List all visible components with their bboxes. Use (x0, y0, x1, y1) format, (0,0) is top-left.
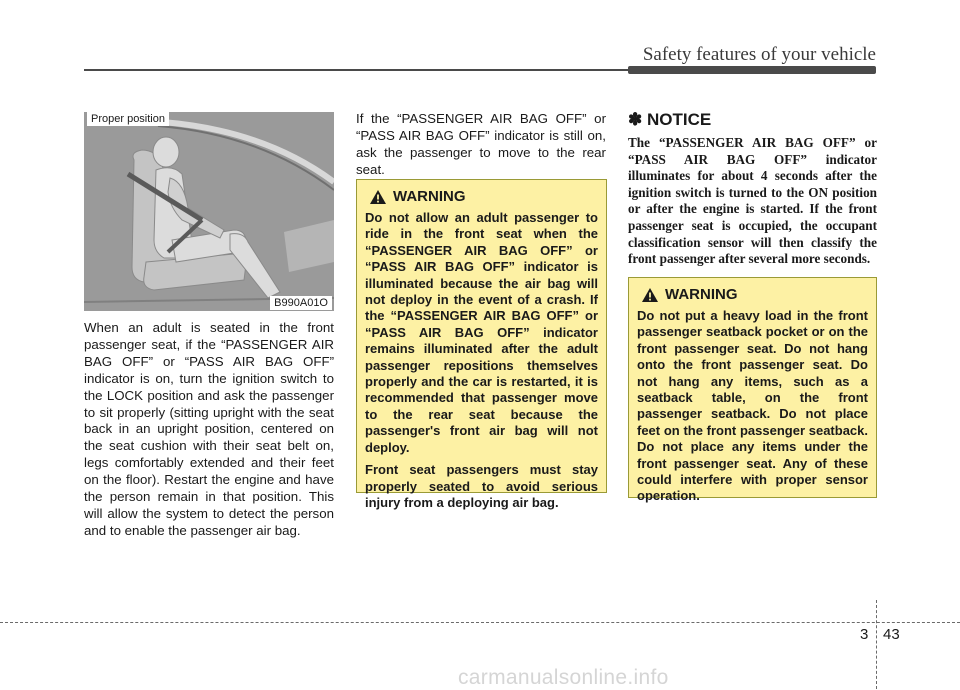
proper-position-figure (84, 112, 334, 311)
rear-seat-paragraph: If the “PASSENGER AIR BAG OFF” or “PASS AIR BAG OFF” indicator is still on, ask the passenger to move to the rear seat. (356, 111, 606, 177)
warning-box-heavy-load (628, 277, 877, 504)
warning-title: WARNING (393, 188, 466, 205)
header-bar (628, 66, 876, 74)
warning-triangle-icon (641, 287, 659, 303)
footer-divider (876, 600, 877, 689)
warning-title: WARNING (665, 286, 738, 303)
watermark: carmanualsonline.info (458, 666, 669, 689)
footer-rule (0, 622, 960, 623)
warning-header (641, 286, 868, 303)
seating-instructions-paragraph: When an adult is seated in the front passenger seat, if the “PASSENGER AIR BAG OFF” or “PASS AIR BAG OFF” indicator is on, turn the ignition switch to the LOCK position and ask the passenger to sit properly (sitting upright with the seat back in an upright position, centered on the seat cushion with their seat belt on, legs comfortably extended and their feet on the floor). Restart the engine and have the person remain in that position. This will allow the system to detect the person and to enable the passenger air bag. (84, 320, 334, 538)
warning-triangle-icon (369, 189, 387, 205)
figure-label: Proper position (87, 112, 169, 126)
warning-box-adult-passenger (356, 179, 607, 510)
section-title: Safety features of your vehicle (642, 44, 876, 65)
warning-header (369, 188, 598, 205)
chapter-number: 3 (860, 626, 869, 643)
warning-text-secondary: Front seat passengers must stay properly seated to avoid serious injury from a deploying air bag. (365, 462, 598, 510)
seated-passenger-illustration (84, 112, 334, 311)
warning-text: Do not allow an adult passenger to ride in the front seat when the “PASSENGER AIR BAG OFF” or “PASS AIR BAG OFF” indicator is illuminated because the air bag will not deploy in the event of a crash. If the “PASSENGER AIR BAG OFF” or “PASS AIR BAG OFF” indicator remains illuminated after the adult passenger repositions themselves properly and the car is restarted, it is recommended that passenger move to the rear seat because the passenger's front air bag will not deploy. (365, 210, 598, 455)
page-number: 43 (883, 626, 900, 643)
figure-code: B990A01O (270, 296, 332, 310)
notice-text: The “PASSENGER AIR BAG OFF” or “PASS AIR BAG OFF” indicator illuminates for about 4 seconds after the ignition switch is turned to the ON position or after the engine is started. If the front passenger seat is occupied, the occupant classification sensor will then classify the front passenger after several more seconds. (628, 135, 877, 267)
warning-text: Do not put a heavy load in the front passenger seatback pocket or on the front passenger seat. Do not hang onto the front passenger seat. Do not hang any items, such as a seatback table, on the front passenger seatback. Do not place feet on the front passenger seatback. Do not place any items under the front passenger seat. Any of these could interfere with proper sensor operation. (637, 308, 868, 504)
notice-title: ✽ NOTICE (628, 110, 712, 129)
